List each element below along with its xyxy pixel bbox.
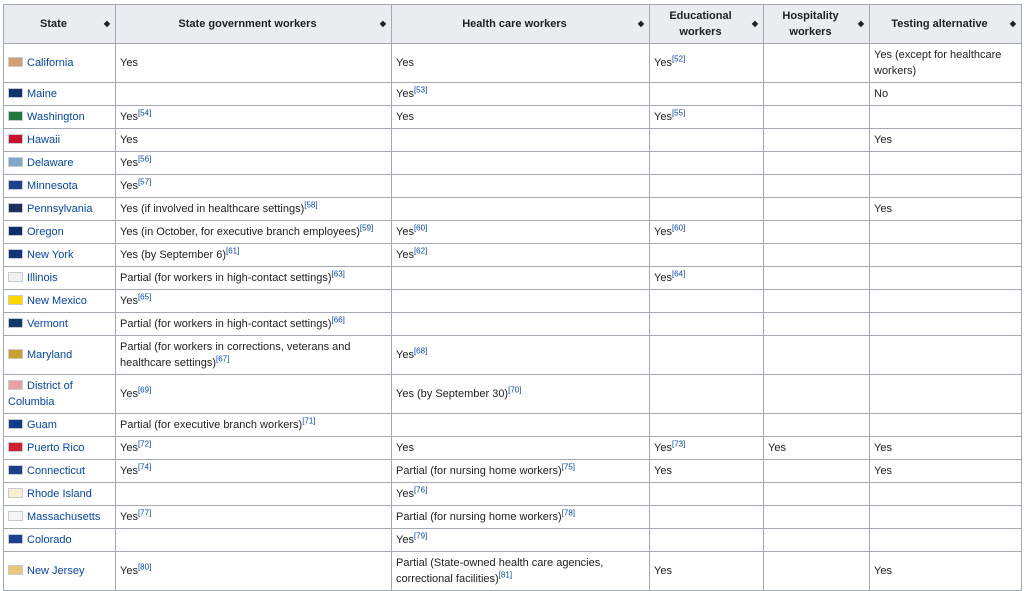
- cell-text: Yes: [120, 388, 138, 400]
- edu-cell: [650, 83, 764, 106]
- cell-text: Yes (if involved in healthcare settings): [120, 203, 305, 215]
- state-link[interactable]: New Mexico: [27, 295, 87, 307]
- gov-cell: [116, 129, 392, 152]
- citation-link[interactable]: [63]: [331, 269, 345, 279]
- cell-text: Yes: [120, 442, 138, 454]
- sort-icon[interactable]: ◆: [857, 19, 864, 28]
- gov-cell: [116, 375, 392, 414]
- citation-link[interactable]: [74]: [137, 462, 152, 472]
- hosp-cell: [764, 483, 870, 506]
- flag-icon: [8, 180, 23, 190]
- cell-text: Yes (except for healthcare workers): [874, 49, 1002, 77]
- table-row: [4, 198, 1022, 221]
- citation-link[interactable]: [57]: [137, 177, 152, 187]
- flag-icon: [8, 134, 23, 144]
- state-link[interactable]: New Jersey: [27, 565, 85, 577]
- citation-link[interactable]: [73]: [671, 439, 686, 449]
- state-cell: [4, 483, 116, 506]
- hosp-cell: [764, 529, 870, 552]
- cell-text: Yes: [120, 134, 138, 146]
- hosp-cell: [764, 175, 870, 198]
- citation-link[interactable]: [61]: [225, 246, 240, 256]
- cell-text: Yes: [654, 565, 672, 577]
- citation-link[interactable]: [69]: [137, 385, 152, 395]
- state-cell: [4, 290, 116, 313]
- flag-icon: [8, 442, 23, 452]
- table-row: [4, 375, 1022, 414]
- edu-cell: [650, 483, 764, 506]
- table-body: [4, 44, 1022, 591]
- flag-icon: [8, 318, 23, 328]
- state-cell: [4, 175, 116, 198]
- state-link[interactable]: Oregon: [27, 226, 64, 238]
- hosp-cell: [764, 129, 870, 152]
- gov-cell: [116, 106, 392, 129]
- edu-cell: [650, 437, 764, 460]
- health-cell: [392, 129, 650, 152]
- cell-text: Partial (for executive branch workers): [120, 419, 303, 431]
- edu-cell: [650, 414, 764, 437]
- state-cell: [4, 267, 116, 290]
- test-cell: [870, 483, 1022, 506]
- gov-cell: [116, 437, 392, 460]
- table-row: [4, 129, 1022, 152]
- sort-icon[interactable]: ◆: [637, 19, 644, 28]
- edu-cell: [650, 244, 764, 267]
- hosp-cell: [764, 506, 870, 529]
- health-cell: [392, 437, 650, 460]
- state-cell: [4, 106, 116, 129]
- gov-cell: [116, 460, 392, 483]
- hosp-cell: [764, 106, 870, 129]
- health-cell: [392, 375, 650, 414]
- health-cell: [392, 483, 650, 506]
- col-header-edu[interactable]: [650, 5, 764, 44]
- cell-text: Yes: [874, 134, 892, 146]
- health-cell: [392, 198, 650, 221]
- health-cell: [392, 267, 650, 290]
- citation-link[interactable]: [60]: [671, 223, 686, 233]
- edu-cell: [650, 44, 764, 83]
- citation-link[interactable]: [64]: [671, 269, 686, 279]
- cell-text: Yes: [396, 57, 414, 69]
- citation-link[interactable]: [52]: [671, 54, 686, 64]
- health-cell: [392, 313, 650, 336]
- test-cell: [870, 152, 1022, 175]
- flag-icon: [8, 349, 23, 359]
- header-label: Educational workers: [669, 10, 732, 38]
- citation-link[interactable]: [66]: [331, 315, 345, 325]
- edu-cell: [650, 175, 764, 198]
- edu-cell: [650, 529, 764, 552]
- state-cell: [4, 44, 116, 83]
- citation-link[interactable]: [55]: [671, 108, 686, 118]
- cell-text: Yes: [654, 272, 672, 284]
- table-row: [4, 290, 1022, 313]
- flag-icon: [8, 565, 23, 575]
- citation-link[interactable]: [81]: [498, 570, 513, 580]
- table-row: [4, 221, 1022, 244]
- test-cell: [870, 460, 1022, 483]
- gov-cell: [116, 267, 392, 290]
- cell-text: Yes: [874, 442, 892, 454]
- test-cell: [870, 375, 1022, 414]
- cell-text: Yes: [396, 226, 414, 238]
- test-cell: [870, 313, 1022, 336]
- citation-link[interactable]: [56]: [137, 154, 152, 164]
- health-cell: [392, 221, 650, 244]
- health-cell: [392, 152, 650, 175]
- state-link[interactable]: Maine: [27, 88, 57, 100]
- test-cell: [870, 44, 1022, 83]
- flag-icon: [8, 203, 23, 213]
- flag-icon: [8, 88, 23, 98]
- cell-text: Yes: [654, 111, 672, 123]
- header-label: State government workers: [178, 18, 317, 30]
- flag-icon: [8, 488, 23, 498]
- hosp-cell: [764, 198, 870, 221]
- state-link[interactable]: Illinois: [27, 272, 58, 284]
- cell-text: Yes: [120, 180, 138, 192]
- flag-icon: [8, 295, 23, 305]
- flag-icon: [8, 380, 23, 390]
- citation-link[interactable]: [59]: [359, 223, 374, 233]
- cell-text: Partial (for workers in high-contact settings): [120, 272, 332, 284]
- col-header-state[interactable]: [4, 5, 116, 44]
- test-cell: [870, 106, 1022, 129]
- health-cell: [392, 529, 650, 552]
- citation-link[interactable]: [71]: [302, 416, 316, 426]
- edu-cell: [650, 198, 764, 221]
- hosp-cell: [764, 221, 870, 244]
- cell-text: Partial (State-owned health care agencies, correctional facilities): [396, 557, 604, 585]
- table-row: [4, 460, 1022, 483]
- state-cell: [4, 336, 116, 375]
- test-cell: [870, 244, 1022, 267]
- cell-text: Yes: [654, 442, 672, 454]
- edu-cell: [650, 506, 764, 529]
- test-cell: [870, 175, 1022, 198]
- flag-icon: [8, 534, 23, 544]
- gov-cell: [116, 414, 392, 437]
- header-label: Health care workers: [462, 18, 567, 30]
- edu-cell: [650, 290, 764, 313]
- state-cell: [4, 313, 116, 336]
- test-cell: [870, 437, 1022, 460]
- sort-icon[interactable]: ◆: [379, 19, 386, 28]
- state-link[interactable]: New York: [27, 249, 74, 261]
- citation-link[interactable]: [79]: [413, 531, 428, 541]
- state-link[interactable]: Minnesota: [27, 180, 78, 192]
- state-cell: [4, 552, 116, 591]
- edu-cell: [650, 375, 764, 414]
- gov-cell: [116, 290, 392, 313]
- cell-text: Yes: [874, 465, 892, 477]
- hosp-cell: [764, 414, 870, 437]
- header-label: Hospitality workers: [782, 10, 839, 38]
- state-cell: [4, 437, 116, 460]
- cell-text: Yes: [768, 442, 786, 454]
- hosp-cell: [764, 44, 870, 83]
- edu-cell: [650, 221, 764, 244]
- gov-cell: [116, 552, 392, 591]
- cell-text: Yes: [120, 111, 138, 123]
- edu-cell: [650, 552, 764, 591]
- state-link[interactable]: Pennsylvania: [27, 203, 93, 215]
- gov-cell: [116, 529, 392, 552]
- sort-icon[interactable]: ◆: [1009, 19, 1016, 28]
- state-link[interactable]: Vermont: [27, 318, 68, 330]
- state-link[interactable]: District of Columbia: [8, 380, 73, 408]
- test-cell: [870, 267, 1022, 290]
- hosp-cell: [764, 375, 870, 414]
- state-link[interactable]: Rhode Island: [27, 488, 92, 500]
- health-cell: [392, 106, 650, 129]
- hosp-cell: [764, 152, 870, 175]
- edu-cell: [650, 152, 764, 175]
- cell-text: Yes: [120, 565, 138, 577]
- test-cell: [870, 529, 1022, 552]
- table-row: [4, 244, 1022, 267]
- vaccine-mandate-table: [3, 4, 1022, 591]
- hosp-cell: [764, 244, 870, 267]
- cell-text: Yes: [120, 157, 138, 169]
- gov-cell: [116, 175, 392, 198]
- cell-text: Yes: [874, 203, 892, 215]
- state-link[interactable]: Washington: [27, 111, 85, 123]
- header-label: Testing alternative: [891, 18, 988, 30]
- col-header-gov[interactable]: [116, 5, 392, 44]
- cell-text: Partial (for workers in corrections, veterans and healthcare settings): [120, 341, 351, 369]
- table-row: [4, 313, 1022, 336]
- health-cell: [392, 244, 650, 267]
- citation-link[interactable]: [68]: [413, 346, 428, 356]
- test-cell: [870, 221, 1022, 244]
- test-cell: [870, 506, 1022, 529]
- citation-link[interactable]: [72]: [137, 439, 152, 449]
- health-cell: [392, 506, 650, 529]
- cell-text: Yes: [396, 88, 414, 100]
- state-cell: [4, 375, 116, 414]
- flag-icon: [8, 465, 23, 475]
- cell-text: Yes: [120, 57, 138, 69]
- state-cell: [4, 198, 116, 221]
- flag-icon: [8, 272, 23, 282]
- edu-cell: [650, 267, 764, 290]
- citation-link[interactable]: [53]: [413, 85, 428, 95]
- cell-text: Yes: [654, 226, 672, 238]
- flag-icon: [8, 249, 23, 259]
- hosp-cell: [764, 290, 870, 313]
- citation-link[interactable]: [80]: [137, 562, 152, 572]
- sort-icon[interactable]: ◆: [103, 19, 110, 28]
- test-cell: [870, 336, 1022, 375]
- state-link[interactable]: Puerto Rico: [27, 442, 85, 454]
- flag-icon: [8, 511, 23, 521]
- cell-text: Yes: [396, 442, 414, 454]
- test-cell: [870, 129, 1022, 152]
- state-link[interactable]: Hawaii: [27, 134, 61, 146]
- state-cell: [4, 244, 116, 267]
- state-cell: [4, 83, 116, 106]
- test-cell: [870, 83, 1022, 106]
- cell-text: Yes: [396, 249, 414, 261]
- gov-cell: [116, 152, 392, 175]
- state-link[interactable]: California: [27, 57, 74, 69]
- state-cell: [4, 460, 116, 483]
- state-link[interactable]: Connecticut: [27, 465, 86, 477]
- col-header-hosp[interactable]: [764, 5, 870, 44]
- cell-text: Partial (for nursing home workers): [396, 465, 562, 477]
- cell-text: Yes: [120, 511, 138, 523]
- cell-text: Yes: [654, 57, 672, 69]
- health-cell: [392, 44, 650, 83]
- cell-text: Yes: [120, 295, 138, 307]
- cell-text: Yes (in October, for executive branch employees): [120, 226, 360, 238]
- flag-icon: [8, 111, 23, 121]
- health-cell: [392, 552, 650, 591]
- hosp-cell: [764, 83, 870, 106]
- test-cell: [870, 414, 1022, 437]
- hosp-cell: [764, 437, 870, 460]
- table-row: [4, 267, 1022, 290]
- table-row: [4, 83, 1022, 106]
- state-cell: [4, 506, 116, 529]
- sort-icon[interactable]: ◆: [751, 19, 758, 28]
- flag-icon: [8, 57, 23, 67]
- table-row: [4, 483, 1022, 506]
- citation-link[interactable]: [60]: [413, 223, 428, 233]
- citation-link[interactable]: [62]: [413, 246, 428, 256]
- citation-link[interactable]: [78]: [561, 508, 576, 518]
- state-link[interactable]: Delaware: [27, 157, 74, 169]
- flag-icon: [8, 157, 23, 167]
- state-link[interactable]: Maryland: [27, 349, 73, 361]
- header-label: State: [40, 18, 67, 30]
- edu-cell: [650, 106, 764, 129]
- gov-cell: [116, 198, 392, 221]
- col-header-test[interactable]: [870, 5, 1022, 44]
- gov-cell: [116, 44, 392, 83]
- state-link[interactable]: Massachusetts: [27, 511, 101, 523]
- cell-text: Yes: [874, 565, 892, 577]
- state-cell: [4, 414, 116, 437]
- header-row: [4, 5, 1022, 44]
- citation-link[interactable]: [77]: [137, 508, 152, 518]
- cell-text: Yes: [396, 488, 414, 500]
- test-cell: [870, 290, 1022, 313]
- hosp-cell: [764, 336, 870, 375]
- health-cell: [392, 175, 650, 198]
- cell-text: Yes (by September 30): [396, 388, 509, 400]
- table-row: [4, 152, 1022, 175]
- table-row: [4, 175, 1022, 198]
- gov-cell: [116, 83, 392, 106]
- table-row: [4, 437, 1022, 460]
- citation-link[interactable]: [75]: [561, 462, 576, 472]
- gov-cell: [116, 483, 392, 506]
- flag-icon: [8, 226, 23, 236]
- test-cell: [870, 552, 1022, 591]
- table-row: [4, 506, 1022, 529]
- edu-cell: [650, 336, 764, 375]
- health-cell: [392, 414, 650, 437]
- citation-link[interactable]: [70]: [508, 385, 522, 395]
- gov-cell: [116, 244, 392, 267]
- table-row: [4, 106, 1022, 129]
- edu-cell: [650, 460, 764, 483]
- state-cell: [4, 221, 116, 244]
- table-row: [4, 336, 1022, 375]
- hosp-cell: [764, 313, 870, 336]
- hosp-cell: [764, 460, 870, 483]
- gov-cell: [116, 336, 392, 375]
- cell-text: Partial (for workers in high-contact settings): [120, 318, 332, 330]
- cell-text: Yes: [396, 111, 414, 123]
- state-cell: [4, 529, 116, 552]
- gov-cell: [116, 506, 392, 529]
- state-cell: [4, 129, 116, 152]
- edu-cell: [650, 129, 764, 152]
- state-link[interactable]: Guam: [27, 419, 57, 431]
- cell-text: Yes: [396, 349, 414, 361]
- citation-link[interactable]: [54]: [137, 108, 152, 118]
- table-row: [4, 552, 1022, 591]
- citation-link[interactable]: [58]: [304, 200, 318, 210]
- flag-icon: [8, 419, 23, 429]
- cell-text: Yes: [396, 534, 414, 546]
- citation-link[interactable]: [67]: [216, 354, 230, 364]
- gov-cell: [116, 313, 392, 336]
- table-row: [4, 529, 1022, 552]
- cell-text: Yes: [120, 465, 138, 477]
- col-header-health[interactable]: [392, 5, 650, 44]
- state-cell: [4, 152, 116, 175]
- table-row: [4, 414, 1022, 437]
- health-cell: [392, 290, 650, 313]
- state-link[interactable]: Colorado: [27, 534, 72, 546]
- table-row: [4, 44, 1022, 83]
- cell-text: Yes: [654, 465, 672, 477]
- hosp-cell: [764, 267, 870, 290]
- cell-text: Partial (for nursing home workers): [396, 511, 562, 523]
- citation-link[interactable]: [76]: [413, 485, 428, 495]
- health-cell: [392, 460, 650, 483]
- health-cell: [392, 83, 650, 106]
- test-cell: [870, 198, 1022, 221]
- edu-cell: [650, 313, 764, 336]
- health-cell: [392, 336, 650, 375]
- hosp-cell: [764, 552, 870, 591]
- cell-text: No: [874, 88, 889, 100]
- gov-cell: [116, 221, 392, 244]
- citation-link[interactable]: [65]: [137, 292, 152, 302]
- cell-text: Yes (by September 6): [120, 249, 226, 261]
